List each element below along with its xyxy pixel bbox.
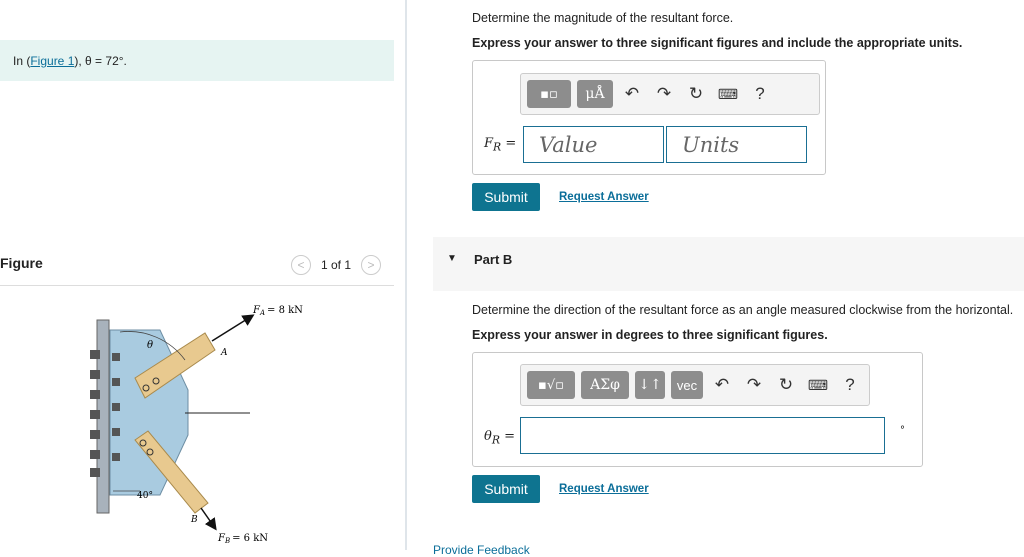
pager-count: 1 of 1 <box>321 258 352 272</box>
force-diagram <box>80 295 310 550</box>
degree-unit: ° <box>900 425 905 436</box>
arrows-label: ↓↑ <box>638 377 662 393</box>
undo-icon[interactable]: ↶ <box>714 375 730 394</box>
point-a-label: A <box>221 348 228 358</box>
prev-figure-button[interactable] <box>291 255 311 275</box>
angle-input[interactable] <box>520 417 885 454</box>
caret-down-icon: ▼ <box>447 253 457 264</box>
part-b-title: Part B <box>474 252 513 267</box>
part-a-toolbar <box>520 73 820 115</box>
next-figure-button[interactable] <box>361 255 381 275</box>
redo-icon[interactable]: ↷ <box>746 375 762 394</box>
units-input[interactable] <box>666 126 807 163</box>
question-panel <box>407 0 1024 557</box>
template-button[interactable] <box>527 80 571 108</box>
greek-symbols-button[interactable] <box>581 371 629 399</box>
vec-label: vec <box>676 377 698 393</box>
divider <box>0 285 394 286</box>
reset-icon[interactable]: ↻ <box>778 375 794 394</box>
part-b-request-answer-link[interactable]: Request Answer <box>559 483 649 495</box>
value-input[interactable] <box>523 126 664 163</box>
part-a-request-answer-link[interactable]: Request Answer <box>559 191 649 203</box>
force-a-arrow <box>212 316 252 341</box>
help-icon[interactable]: ? <box>845 375 855 394</box>
angle-label: 40° <box>137 491 153 501</box>
part-b-toolbar <box>520 364 870 406</box>
provide-feedback-link[interactable]: Provide Feedback <box>433 543 530 557</box>
help-icon[interactable]: ? <box>755 84 765 103</box>
fraction-template-icon: ▪▫ <box>540 86 558 102</box>
subscript-button[interactable] <box>635 371 665 399</box>
part-a-variable-label: $F_R$ = <box>484 136 517 154</box>
part-a-instruction: Express your answer to three significant figures and include the appropriate units. <box>472 36 963 50</box>
figure-link[interactable]: Figure 1 <box>30 53 75 68</box>
prompt-prefix: In ( <box>13 53 31 68</box>
units-label: μÅ <box>585 86 605 102</box>
force-b-arrow <box>201 508 215 528</box>
chevron-left-icon: < <box>297 258 305 272</box>
figure-pager <box>291 255 381 275</box>
redo-icon[interactable]: ↷ <box>656 84 672 103</box>
fb-label: $F_B = 6$ kN <box>218 533 269 545</box>
vector-button[interactable] <box>671 371 703 399</box>
part-b-variable-label: $\theta_R$ = <box>484 429 516 447</box>
fa-label: $F_A = 8$ kN <box>253 305 303 317</box>
units-placeholder: Units <box>682 132 740 157</box>
theta-label: θ <box>147 340 154 351</box>
undo-icon[interactable]: ↶ <box>624 84 640 103</box>
part-b-instruction: Express your answer in degrees to three significant figures. <box>472 328 828 342</box>
units-button[interactable] <box>577 80 613 108</box>
point-b-label: B <box>191 515 198 525</box>
value-placeholder: Value <box>539 132 598 157</box>
sqrt-template-icon: ▪√▫ <box>538 377 564 393</box>
part-b-header[interactable] <box>433 237 1024 291</box>
part-b-question: Determine the direction of the resultant force as an angle measured clockwise from the horizontal. <box>472 303 1014 317</box>
part-b-submit-button[interactable]: Submit <box>472 475 540 503</box>
problem-statement <box>0 40 394 81</box>
figure-panel <box>0 0 405 550</box>
prompt-suffix: ), θ = 72°. <box>74 53 127 68</box>
figure-title: Figure <box>0 255 43 271</box>
chevron-right-icon: > <box>367 258 375 272</box>
template-button[interactable] <box>527 371 575 399</box>
reset-icon[interactable]: ↻ <box>688 84 704 103</box>
keyboard-icon[interactable]: ⌨ <box>717 85 739 102</box>
part-a-submit-button[interactable]: Submit <box>472 183 540 211</box>
part-a-question: Determine the magnitude of the resultant force. <box>472 11 734 25</box>
greek-label: ΑΣφ <box>590 377 620 393</box>
keyboard-icon[interactable]: ⌨ <box>807 376 829 393</box>
